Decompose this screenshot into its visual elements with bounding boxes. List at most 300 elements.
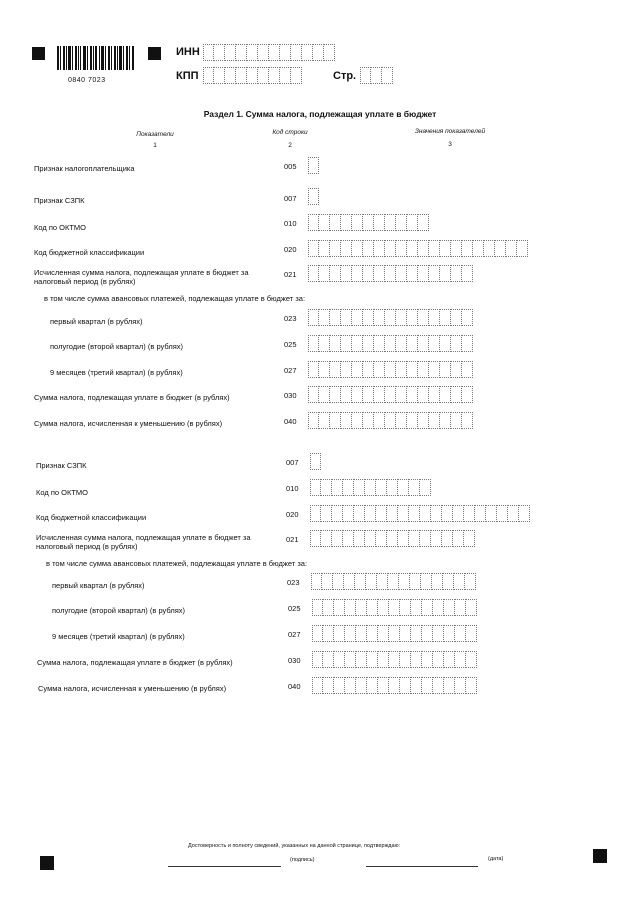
entry-cell[interactable] <box>440 240 451 257</box>
entry-cell[interactable] <box>396 361 407 378</box>
entry-cell[interactable] <box>422 625 433 642</box>
entry-cell[interactable] <box>429 240 440 257</box>
entry-cell[interactable] <box>455 651 466 668</box>
entry-cell[interactable] <box>440 386 451 403</box>
entry-cell[interactable] <box>352 240 363 257</box>
entry-cell[interactable] <box>455 599 466 616</box>
entry-cell[interactable] <box>398 505 409 522</box>
entry-cell[interactable] <box>422 651 433 668</box>
entry-cell[interactable] <box>466 651 477 668</box>
entry-cell[interactable] <box>343 505 354 522</box>
entry-cell[interactable] <box>451 412 462 429</box>
entry-cell[interactable] <box>344 573 355 590</box>
entry-cell[interactable] <box>322 573 333 590</box>
entry-cell[interactable] <box>319 386 330 403</box>
entry-cell[interactable] <box>363 335 374 352</box>
entry-cell[interactable] <box>519 505 530 522</box>
entry-cell[interactable] <box>398 530 409 547</box>
entry-cell[interactable] <box>451 309 462 326</box>
nine-months-field[interactable] <box>308 361 473 378</box>
entry-cell[interactable] <box>321 530 332 547</box>
entry-cell[interactable] <box>308 157 319 174</box>
entry-cell[interactable] <box>308 361 319 378</box>
entry-cell[interactable] <box>407 240 418 257</box>
entry-cell[interactable] <box>429 335 440 352</box>
entry-cell[interactable] <box>442 530 453 547</box>
entry-cell[interactable] <box>444 677 455 694</box>
entry-cell[interactable] <box>374 361 385 378</box>
entry-cell[interactable] <box>462 361 473 378</box>
row-label-taxpayer-sign: Признак налогоплательщика <box>34 164 135 173</box>
entry-cell[interactable] <box>400 625 411 642</box>
q1-field[interactable] <box>308 309 473 326</box>
entry-cell[interactable] <box>363 214 374 231</box>
entry-cell[interactable] <box>486 505 497 522</box>
entry-cell[interactable] <box>385 214 396 231</box>
entry-cell[interactable] <box>341 386 352 403</box>
entry-cell[interactable] <box>378 599 389 616</box>
entry-cell[interactable] <box>366 573 377 590</box>
entry-cell[interactable] <box>247 44 258 61</box>
entry-cell[interactable] <box>323 599 334 616</box>
entry-cell[interactable] <box>324 44 335 61</box>
entry-cell[interactable] <box>387 505 398 522</box>
entry-cell[interactable] <box>319 309 330 326</box>
entry-cell[interactable] <box>367 651 378 668</box>
entry-cell[interactable] <box>310 453 321 470</box>
entry-cell[interactable] <box>308 188 319 205</box>
entry-cell[interactable] <box>462 386 473 403</box>
entry-cell[interactable] <box>308 335 319 352</box>
entry-cell[interactable] <box>396 265 407 282</box>
entry-cell[interactable] <box>431 530 442 547</box>
entry-cell[interactable] <box>363 386 374 403</box>
entry-cell[interactable] <box>411 651 422 668</box>
entry-cell[interactable] <box>421 573 432 590</box>
entry-cell[interactable] <box>365 479 376 496</box>
entry-cell[interactable] <box>444 625 455 642</box>
entry-cell[interactable] <box>444 599 455 616</box>
entry-cell[interactable] <box>310 479 321 496</box>
entry-cell[interactable] <box>385 335 396 352</box>
entry-cell[interactable] <box>341 240 352 257</box>
entry-cell[interactable] <box>341 412 352 429</box>
entry-cell[interactable] <box>334 625 345 642</box>
entry-cell[interactable] <box>418 412 429 429</box>
entry-cell[interactable] <box>464 530 475 547</box>
entry-cell[interactable] <box>291 44 302 61</box>
entry-cell[interactable] <box>400 599 411 616</box>
entry-cell[interactable] <box>319 335 330 352</box>
entry-cell[interactable] <box>462 240 473 257</box>
page-number-field[interactable] <box>360 67 393 84</box>
entry-cell[interactable] <box>385 386 396 403</box>
entry-cell[interactable] <box>465 573 476 590</box>
entry-cell[interactable] <box>418 335 429 352</box>
entry-cell[interactable] <box>451 386 462 403</box>
entry-cell[interactable] <box>312 625 323 642</box>
entry-cell[interactable] <box>374 214 385 231</box>
entry-cell[interactable] <box>321 479 332 496</box>
entry-cell[interactable] <box>341 309 352 326</box>
entry-cell[interactable] <box>354 505 365 522</box>
entry-cell[interactable] <box>451 240 462 257</box>
entry-cell[interactable] <box>363 412 374 429</box>
entry-cell[interactable] <box>334 599 345 616</box>
entry-cell[interactable] <box>363 309 374 326</box>
entry-cell[interactable] <box>462 265 473 282</box>
entry-cell[interactable] <box>440 335 451 352</box>
entry-cell[interactable] <box>311 573 322 590</box>
entry-cell[interactable] <box>330 412 341 429</box>
entry-cell[interactable] <box>389 625 400 642</box>
row-code: 007 <box>286 458 299 467</box>
entry-cell[interactable] <box>382 67 393 84</box>
taxpayer-sign-field[interactable] <box>308 157 319 174</box>
entry-cell[interactable] <box>319 214 330 231</box>
entry-cell[interactable] <box>418 240 429 257</box>
entry-cell[interactable] <box>225 67 236 84</box>
entry-cell[interactable] <box>396 412 407 429</box>
entry-cell[interactable] <box>356 625 367 642</box>
entry-cell[interactable] <box>473 240 484 257</box>
entry-cell[interactable] <box>319 361 330 378</box>
entry-cell[interactable] <box>433 651 444 668</box>
calculated-tax-field[interactable] <box>308 265 473 282</box>
entry-cell[interactable] <box>236 67 247 84</box>
entry-cell[interactable] <box>269 44 280 61</box>
entry-cell[interactable] <box>355 573 366 590</box>
entry-cell[interactable] <box>418 361 429 378</box>
entry-cell[interactable] <box>352 361 363 378</box>
entry-cell[interactable] <box>323 677 334 694</box>
entry-cell[interactable] <box>462 412 473 429</box>
entry-cell[interactable] <box>508 505 519 522</box>
entry-cell[interactable] <box>341 335 352 352</box>
entry-cell[interactable] <box>389 599 400 616</box>
entry-cell[interactable] <box>367 599 378 616</box>
entry-cell[interactable] <box>378 651 389 668</box>
entry-cell[interactable] <box>308 412 319 429</box>
entry-cell[interactable] <box>433 625 444 642</box>
entry-cell[interactable] <box>407 361 418 378</box>
entry-cell[interactable] <box>308 309 319 326</box>
corner-marker-top-left <box>32 47 45 60</box>
entry-cell[interactable] <box>323 625 334 642</box>
entry-cell[interactable] <box>352 265 363 282</box>
entry-cell[interactable] <box>374 309 385 326</box>
entry-cell[interactable] <box>418 386 429 403</box>
entry-cell[interactable] <box>453 505 464 522</box>
entry-cell[interactable] <box>354 479 365 496</box>
entry-cell[interactable] <box>367 677 378 694</box>
entry-cell[interactable] <box>451 361 462 378</box>
entry-cell[interactable] <box>462 309 473 326</box>
entry-cell[interactable] <box>422 599 433 616</box>
entry-cell[interactable] <box>313 44 324 61</box>
entry-cell[interactable] <box>352 214 363 231</box>
oktmo-field[interactable] <box>308 214 429 231</box>
tax-payable-field[interactable] <box>308 386 473 403</box>
entry-cell[interactable] <box>387 530 398 547</box>
entry-cell[interactable] <box>312 651 323 668</box>
entry-cell[interactable] <box>442 505 453 522</box>
kbk-field[interactable] <box>310 505 530 522</box>
column-header-values: Значения показателей <box>414 128 486 135</box>
entry-cell[interactable] <box>440 265 451 282</box>
entry-cell[interactable] <box>420 530 431 547</box>
entry-cell[interactable] <box>323 651 334 668</box>
oktmo-field[interactable] <box>310 479 431 496</box>
entry-cell[interactable] <box>374 265 385 282</box>
entry-cell[interactable] <box>475 505 486 522</box>
entry-cell[interactable] <box>429 386 440 403</box>
entry-cell[interactable] <box>409 505 420 522</box>
entry-cell[interactable] <box>203 67 214 84</box>
entry-cell[interactable] <box>236 44 247 61</box>
entry-cell[interactable] <box>332 530 343 547</box>
entry-cell[interactable] <box>396 309 407 326</box>
kpp-field[interactable] <box>203 67 302 84</box>
entry-cell[interactable] <box>377 573 388 590</box>
entry-cell[interactable] <box>280 44 291 61</box>
szpk-field[interactable] <box>308 188 319 205</box>
entry-cell[interactable] <box>269 67 280 84</box>
entry-cell[interactable] <box>310 505 321 522</box>
entry-cell[interactable] <box>345 677 356 694</box>
entry-cell[interactable] <box>330 214 341 231</box>
entry-cell[interactable] <box>433 599 444 616</box>
entry-cell[interactable] <box>411 677 422 694</box>
entry-cell[interactable] <box>258 67 269 84</box>
entry-cell[interactable] <box>407 412 418 429</box>
entry-cell[interactable] <box>411 625 422 642</box>
entry-cell[interactable] <box>517 240 528 257</box>
entry-cell[interactable] <box>363 240 374 257</box>
entry-cell[interactable] <box>420 479 431 496</box>
kbk-field[interactable] <box>308 240 528 257</box>
entry-cell[interactable] <box>247 67 258 84</box>
entry-cell[interactable] <box>343 530 354 547</box>
entry-cell[interactable] <box>330 240 341 257</box>
entry-cell[interactable] <box>330 386 341 403</box>
tax-payable-field[interactable] <box>312 651 477 668</box>
row-code: 025 <box>284 340 297 349</box>
row-label-half-year: полугодие (второй квартал) (в рублях) <box>50 342 184 351</box>
entry-cell[interactable] <box>440 412 451 429</box>
entry-cell[interactable] <box>319 265 330 282</box>
entry-cell[interactable] <box>484 240 495 257</box>
entry-cell[interactable] <box>367 625 378 642</box>
entry-cell[interactable] <box>214 44 225 61</box>
entry-cell[interactable] <box>378 677 389 694</box>
entry-cell[interactable] <box>214 67 225 84</box>
entry-cell[interactable] <box>429 412 440 429</box>
entry-cell[interactable] <box>345 625 356 642</box>
entry-cell[interactable] <box>418 309 429 326</box>
section-title: Раздел 1. Сумма налога, подлежащая уплате в бюджет <box>203 109 437 119</box>
szpk-field[interactable] <box>310 453 321 470</box>
entry-cell[interactable] <box>454 573 465 590</box>
signature-line[interactable] <box>168 866 281 867</box>
entry-cell[interactable] <box>396 214 407 231</box>
entry-cell[interactable] <box>433 677 444 694</box>
entry-cell[interactable] <box>374 412 385 429</box>
entry-cell[interactable] <box>385 265 396 282</box>
entry-cell[interactable] <box>440 361 451 378</box>
entry-cell[interactable] <box>341 214 352 231</box>
half-year-field[interactable] <box>312 599 477 616</box>
entry-cell[interactable] <box>506 240 517 257</box>
entry-cell[interactable] <box>365 530 376 547</box>
nine-months-field[interactable] <box>312 625 477 642</box>
entry-cell[interactable] <box>332 479 343 496</box>
entry-cell[interactable] <box>398 479 409 496</box>
entry-cell[interactable] <box>308 240 319 257</box>
entry-cell[interactable] <box>330 309 341 326</box>
entry-cell[interactable] <box>432 573 443 590</box>
entry-cell[interactable] <box>466 599 477 616</box>
inn-field[interactable] <box>203 44 335 61</box>
entry-cell[interactable] <box>429 265 440 282</box>
calculated-tax-field[interactable] <box>310 530 475 547</box>
entry-cell[interactable] <box>407 214 418 231</box>
entry-cell[interactable] <box>365 505 376 522</box>
entry-cell[interactable] <box>440 309 451 326</box>
entry-cell[interactable] <box>429 309 440 326</box>
entry-cell[interactable] <box>407 265 418 282</box>
entry-cell[interactable] <box>333 573 344 590</box>
entry-cell[interactable] <box>341 265 352 282</box>
entry-cell[interactable] <box>330 265 341 282</box>
entry-cell[interactable] <box>385 240 396 257</box>
entry-cell[interactable] <box>319 240 330 257</box>
entry-cell[interactable] <box>407 386 418 403</box>
entry-cell[interactable] <box>334 677 345 694</box>
entry-cell[interactable] <box>203 44 214 61</box>
entry-cell[interactable] <box>422 677 433 694</box>
entry-cell[interactable] <box>374 386 385 403</box>
entry-cell[interactable] <box>258 44 269 61</box>
entry-cell[interactable] <box>455 625 466 642</box>
entry-cell[interactable] <box>345 599 356 616</box>
entry-cell[interactable] <box>363 361 374 378</box>
entry-cell[interactable] <box>354 530 365 547</box>
entry-cell[interactable] <box>385 361 396 378</box>
entry-cell[interactable] <box>334 651 345 668</box>
entry-cell[interactable] <box>429 361 440 378</box>
entry-cell[interactable] <box>308 265 319 282</box>
entry-cell[interactable] <box>407 335 418 352</box>
entry-cell[interactable] <box>312 599 323 616</box>
entry-cell[interactable] <box>352 335 363 352</box>
entry-cell[interactable] <box>341 361 352 378</box>
q1-field[interactable] <box>311 573 476 590</box>
entry-cell[interactable] <box>308 214 319 231</box>
entry-cell[interactable] <box>396 335 407 352</box>
entry-cell[interactable] <box>374 335 385 352</box>
entry-cell[interactable] <box>376 479 387 496</box>
entry-cell[interactable] <box>308 386 319 403</box>
entry-cell[interactable] <box>399 573 410 590</box>
entry-cell[interactable] <box>400 651 411 668</box>
entry-cell[interactable] <box>378 625 389 642</box>
entry-cell[interactable] <box>462 335 473 352</box>
entry-cell[interactable] <box>312 677 323 694</box>
entry-cell[interactable] <box>388 573 399 590</box>
tax-reduction-field[interactable] <box>312 677 477 694</box>
entry-cell[interactable] <box>409 479 420 496</box>
entry-cell[interactable] <box>291 67 302 84</box>
entry-cell[interactable] <box>356 599 367 616</box>
entry-cell[interactable] <box>356 651 367 668</box>
entry-cell[interactable] <box>376 530 387 547</box>
entry-cell[interactable] <box>431 505 442 522</box>
entry-cell[interactable] <box>356 677 367 694</box>
entry-cell[interactable] <box>376 505 387 522</box>
entry-cell[interactable] <box>407 309 418 326</box>
entry-cell[interactable] <box>453 530 464 547</box>
entry-cell[interactable] <box>371 67 382 84</box>
entry-cell[interactable] <box>345 651 356 668</box>
entry-cell[interactable] <box>363 265 374 282</box>
entry-cell[interactable] <box>396 240 407 257</box>
entry-cell[interactable] <box>352 412 363 429</box>
entry-cell[interactable] <box>360 67 371 84</box>
date-line[interactable] <box>366 866 478 867</box>
entry-cell[interactable] <box>319 412 330 429</box>
entry-cell[interactable] <box>389 677 400 694</box>
half-year-field[interactable] <box>308 335 473 352</box>
entry-cell[interactable] <box>332 505 343 522</box>
entry-cell[interactable] <box>418 265 429 282</box>
entry-cell[interactable] <box>310 530 321 547</box>
entry-cell[interactable] <box>343 479 354 496</box>
entry-cell[interactable] <box>464 505 475 522</box>
entry-cell[interactable] <box>352 309 363 326</box>
entry-cell[interactable] <box>396 386 407 403</box>
entry-cell[interactable] <box>302 44 313 61</box>
entry-cell[interactable] <box>389 651 400 668</box>
entry-cell[interactable] <box>330 361 341 378</box>
entry-cell[interactable] <box>385 412 396 429</box>
tax-reduction-field[interactable] <box>308 412 473 429</box>
entry-cell[interactable] <box>444 651 455 668</box>
entry-cell[interactable] <box>352 386 363 403</box>
entry-cell[interactable] <box>410 573 421 590</box>
entry-cell[interactable] <box>385 309 396 326</box>
entry-cell[interactable] <box>466 625 477 642</box>
entry-cell[interactable] <box>420 505 431 522</box>
entry-cell[interactable] <box>409 530 420 547</box>
entry-cell[interactable] <box>443 573 454 590</box>
entry-cell[interactable] <box>280 67 291 84</box>
entry-cell[interactable] <box>387 479 398 496</box>
entry-cell[interactable] <box>330 335 341 352</box>
entry-cell[interactable] <box>321 505 332 522</box>
entry-cell[interactable] <box>495 240 506 257</box>
entry-cell[interactable] <box>418 214 429 231</box>
entry-cell[interactable] <box>451 265 462 282</box>
entry-cell[interactable] <box>455 677 466 694</box>
entry-cell[interactable] <box>497 505 508 522</box>
entry-cell[interactable] <box>400 677 411 694</box>
entry-cell[interactable] <box>374 240 385 257</box>
entry-cell[interactable] <box>466 677 477 694</box>
entry-cell[interactable] <box>451 335 462 352</box>
entry-cell[interactable] <box>411 599 422 616</box>
entry-cell[interactable] <box>225 44 236 61</box>
